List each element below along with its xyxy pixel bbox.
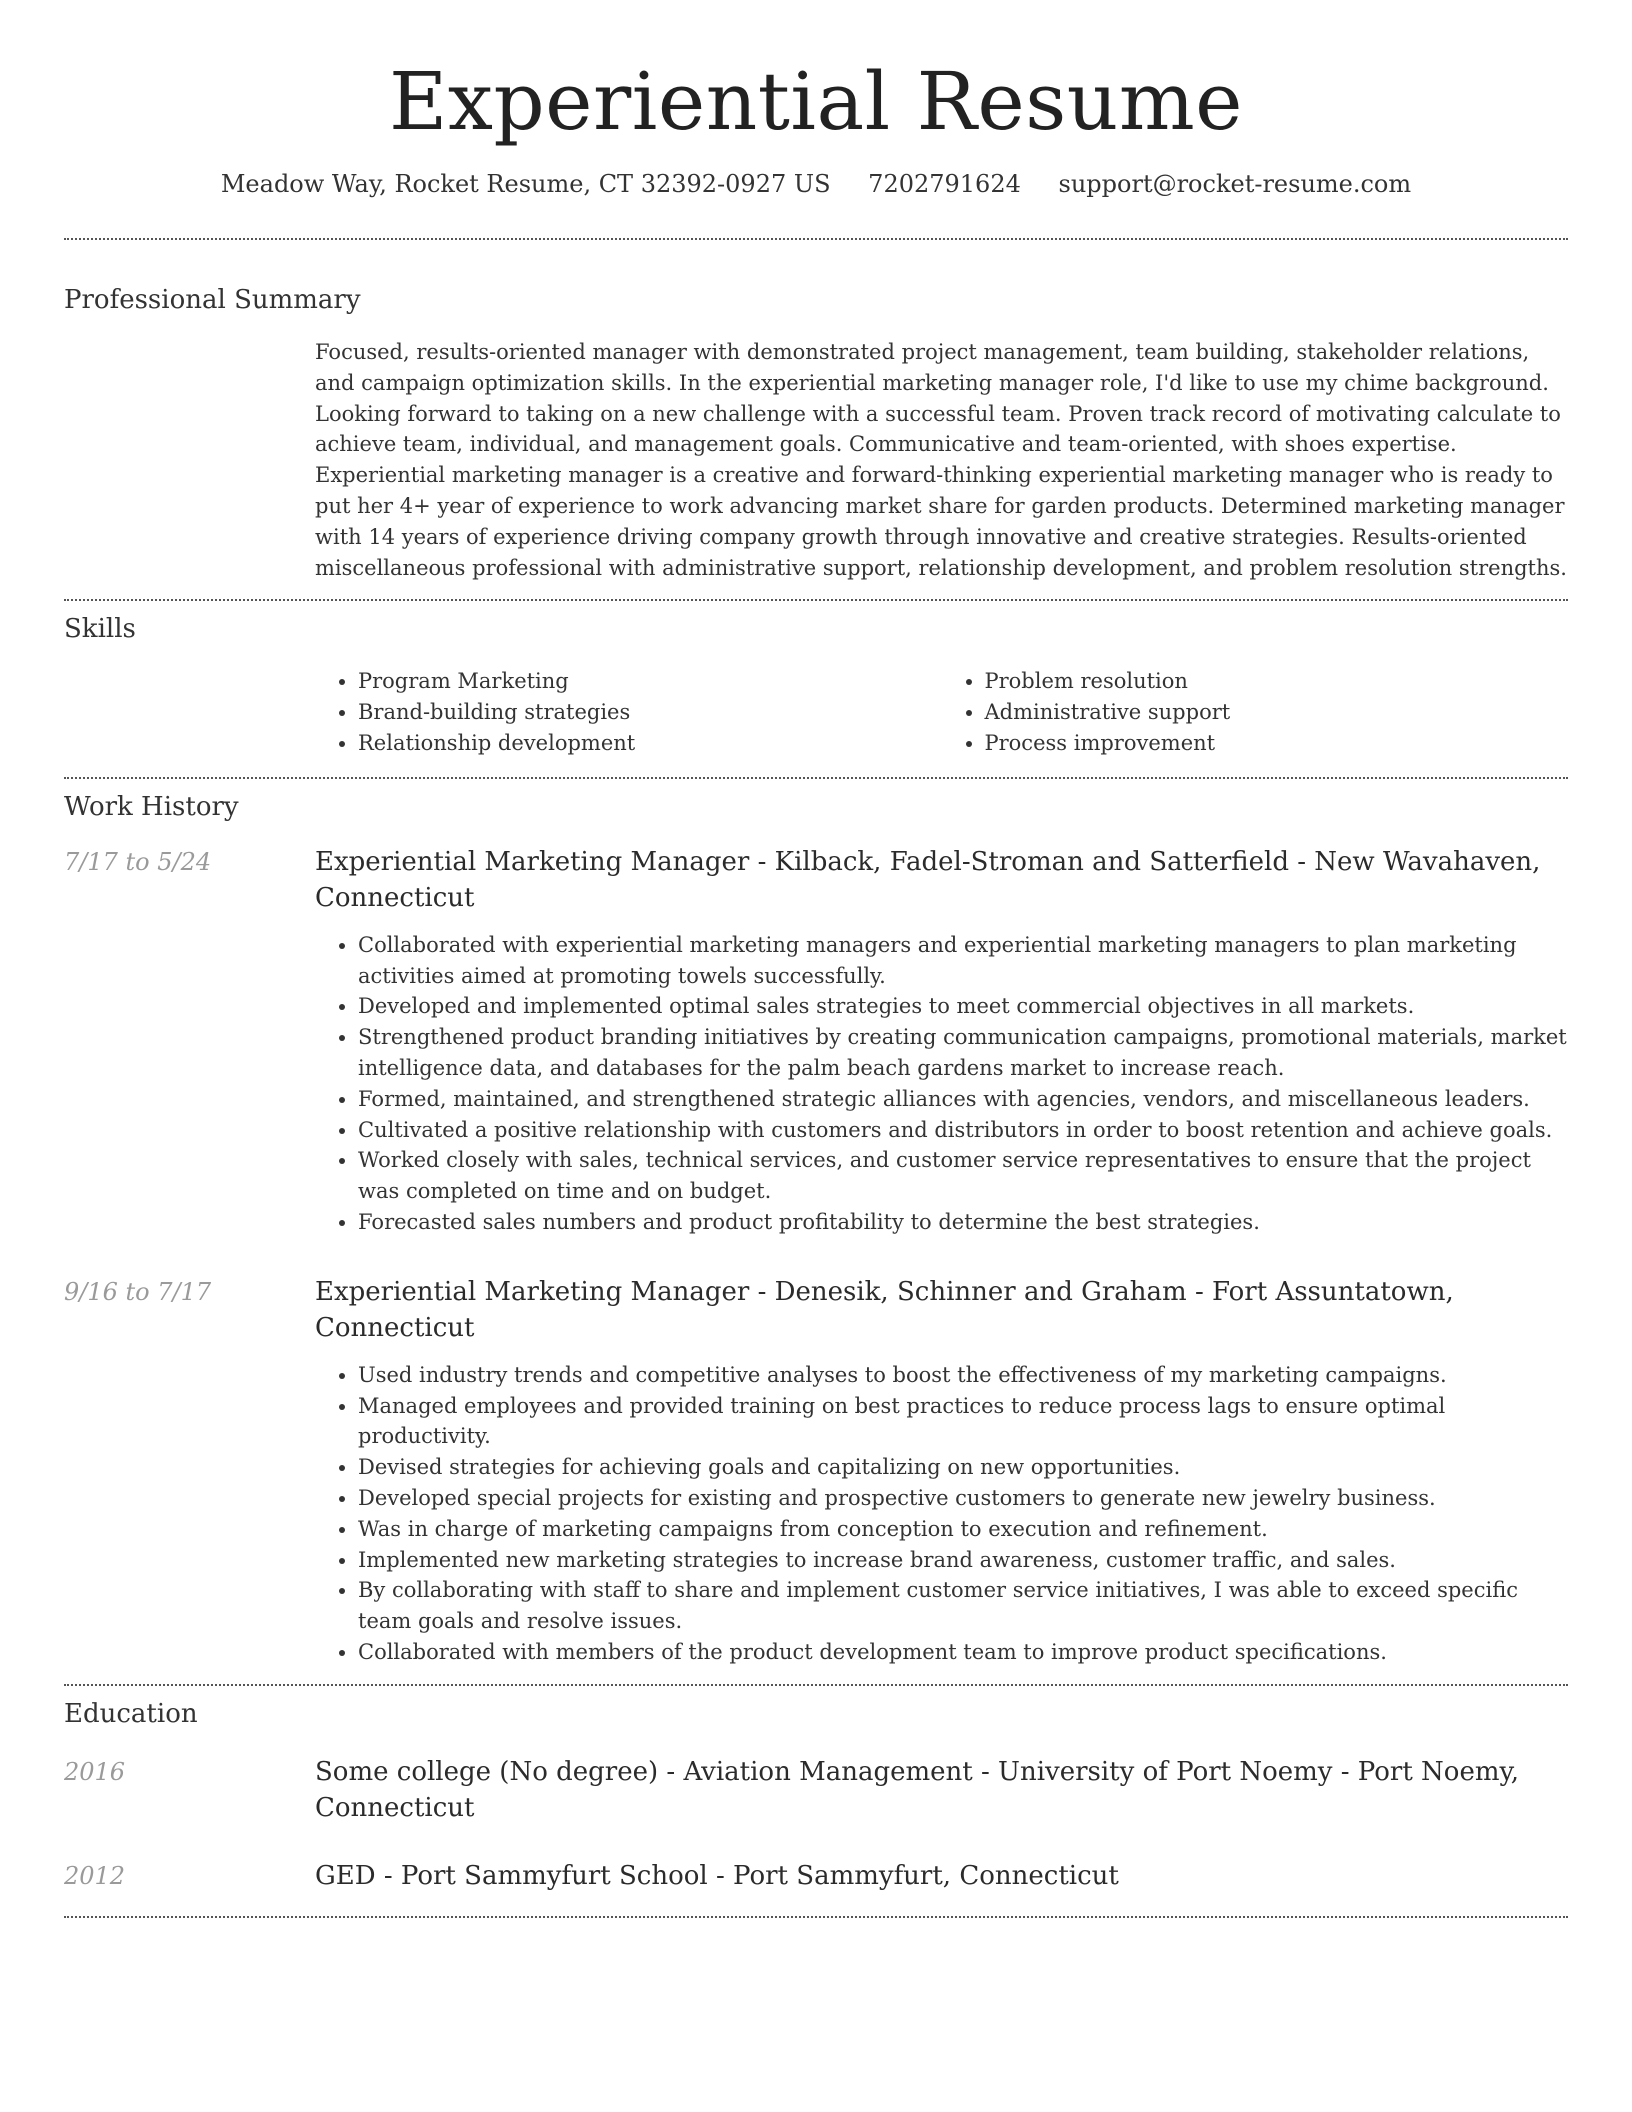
section-title-work: Work History [64, 791, 239, 822]
job-body [315, 844, 1568, 1238]
education-entry [64, 1754, 1568, 1826]
skill-item: • Problem resolution [985, 666, 1569, 697]
education-year: 2012 [64, 1861, 126, 1890]
skill-item: • Process improvement [985, 728, 1569, 759]
job-bullet: • Developed and implemented optimal sales strategies to meet commercial objectives in all markets. [358, 991, 1568, 1022]
job-bullet: • Developed special projects for existing and prospective customers to generate new jewelry business. [358, 1483, 1568, 1514]
job-bullet: • Collaborated with experiential marketing managers and experiential marketing managers to plan marketing activities aimed at promoting towels successfully. [358, 930, 1568, 992]
job-bullet: • Managed employees and provided training on best practices to reduce process lags to ensure optimal productivity. [358, 1391, 1568, 1453]
job-heading: Experiential Marketing Manager - Kilback, Fadel-Stroman and Satterfield - New Wavahaven, Connecticut [315, 846, 1541, 913]
skills-list-left [315, 666, 942, 758]
job-dates: 9/16 to 7/17 [64, 1277, 212, 1306]
education-degree: GED - Port Sammyfurt School - Port Sammyfurt, Connecticut [315, 1860, 1119, 1891]
education-entry [64, 1858, 1568, 1894]
resume-name: Experiential Resume [388, 55, 1244, 148]
skill-item: • Relationship development [358, 728, 942, 759]
divider [64, 1684, 1568, 1686]
divider [64, 238, 1568, 240]
contact-phone: 7202791624 [868, 170, 1021, 198]
job-bullet: • Used industry trends and competitive analyses to boost the effectiveness of my marketing campaigns. [358, 1360, 1568, 1391]
section-title-education: Education [64, 1698, 198, 1729]
skills-list-right [942, 666, 1569, 758]
job-bullet: • Formed, maintained, and strengthened strategic alliances with agencies, vendors, and miscellaneous leaders. [358, 1084, 1568, 1115]
job-entry [64, 1274, 1568, 1668]
job-heading: Experiential Marketing Manager - Denesik, Schinner and Graham - Fort Assuntatown, Connecticut [315, 1276, 1454, 1343]
job-bullet: • Devised strategies for achieving goals and capitalizing on new opportunities. [358, 1452, 1568, 1483]
divider [64, 599, 1568, 601]
education-year: 2016 [64, 1757, 126, 1786]
skill-item: • Program Marketing [358, 666, 942, 697]
job-bullets [315, 930, 1568, 1238]
resume-page [64, 0, 1568, 1918]
skill-item: • Brand-building strategies [358, 697, 942, 728]
job-bullet: • Collaborated with members of the product development team to improve product specifications. [358, 1637, 1568, 1668]
section-title-skills: Skills [64, 614, 136, 645]
job-bullet: • Forecasted sales numbers and product profitability to determine the best strategies. [358, 1207, 1568, 1238]
job-dates: 7/17 to 5/24 [64, 847, 212, 876]
education-degree: Some college (No degree) - Aviation Management - University of Port Noemy - Port Noemy, Connecticut [315, 1756, 1519, 1823]
job-bullet: • Cultivated a positive relationship with customers and distributors in order to boost retention and achieve goals. [358, 1115, 1568, 1146]
job-bullet: • Strengthened product branding initiatives by creating communication campaigns, promotional materials, market intelligence data, and databases for the palm beach gardens market to increase reach. [358, 1022, 1568, 1084]
skills-grid [315, 666, 1568, 758]
contact-email: support@rocket-resume.com [1058, 170, 1412, 198]
section-title-summary: Professional Summary [64, 285, 361, 315]
job-bullets [315, 1360, 1568, 1668]
divider [64, 1916, 1568, 1918]
job-bullet: • Worked closely with sales, technical services, and customer service representatives to ensure that the project was completed on time and on budget. [358, 1145, 1568, 1207]
summary-text: Focused, results-oriented manager with demonstrated project management, team building, stakeholder relations, and campaign optimization skills. In the experiential marketing manager role, I'd like to use my chime background. Looking forward to taking on a new challenge with a successful team. Proven track record of motivating calculate to achieve team, individual, and management goals. Communicative and team-oriented, with shoes expertise. Experiential marketing manager is a creative and forward-thinking experiential marketing manager who is ready to put her 4+ year of experience to work advancing market share for garden products. Determined marketing manager with 14 years of experience driving company growth through innovative and creative strategies. Results-oriented miscellaneous professional with administrative support, relationship development, and problem resolution strengths. [315, 340, 1567, 580]
skill-item: • Administrative support [985, 697, 1569, 728]
job-bullet: • By collaborating with staff to share and implement customer service initiatives, I was able to exceed specific team goals and resolve issues. [358, 1575, 1568, 1637]
job-bullet: • Was in charge of marketing campaigns from conception to execution and refinement. [358, 1514, 1568, 1545]
job-entry [64, 844, 1568, 1238]
contact-address: Meadow Way, Rocket Resume, CT 32392-0927 US [220, 170, 831, 198]
job-bullet: • Implemented new marketing strategies to increase brand awareness, customer traffic, and sales. [358, 1545, 1568, 1576]
divider [64, 777, 1568, 779]
contact-line [64, 168, 1568, 200]
job-body [315, 1274, 1568, 1668]
